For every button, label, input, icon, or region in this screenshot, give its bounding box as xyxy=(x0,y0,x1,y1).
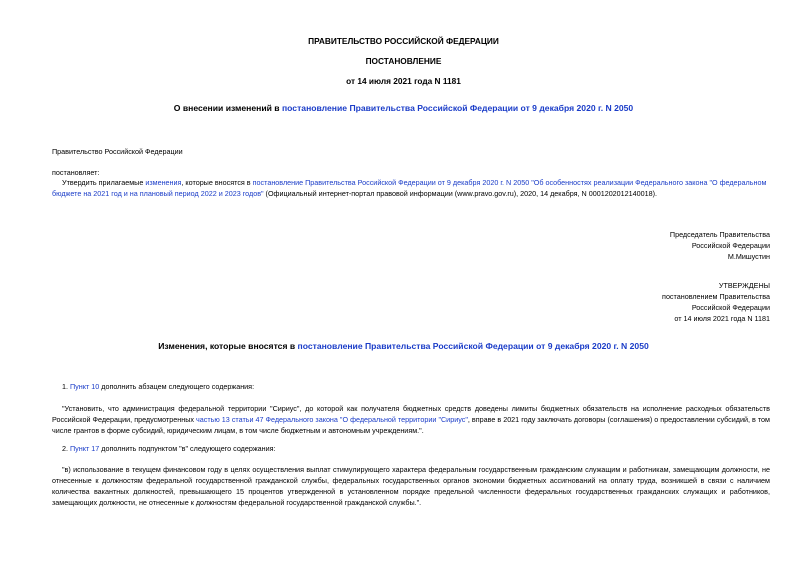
resolves-line: постановляет: xyxy=(52,168,100,177)
p1-text-a: Утвердить прилагаемые xyxy=(62,178,146,187)
signature-position-2: Российской Федерации xyxy=(691,241,770,250)
p1-text-b: , которые вносятся в xyxy=(181,178,253,187)
quote-2: "в) использование в текущем финансовом году в целях осуществления выплат стимулирующего характера федеральным государственным гражданским служащим и работникам, замещающим должности, не отнесенные к должностям федеральной государственной гражданской службы, федеральных государственных органов экономии бюджетных ассигнований на оплату труда, возникшей в связи с наличием количества вакантных должностей, превышающего 15 процентов утвержденной в установленном порядке предельной численности федеральных государственных гражданских служащих и работников, замещающих должности, не отнесенные к должностям федеральной государственной гражданской службы.". xyxy=(52,465,770,507)
changes-title xyxy=(0,341,807,351)
title-decree-link[interactable]: постановление Правительства Российской Федерации от 9 декабря 2020 г. N 2050 xyxy=(281,103,634,113)
item-1 xyxy=(62,381,254,392)
document-type: ПОСТАНОВЛЕНИЕ xyxy=(365,56,442,66)
resolution-paragraph xyxy=(52,177,770,199)
item-1-number: 1. xyxy=(62,382,70,391)
item-1-text: дополнить абзацем следующего содержания: xyxy=(99,382,255,391)
changes-title-link[interactable]: постановление Правительства Российской Федерации от 9 декабря 2020 г. N 2050 xyxy=(297,341,649,351)
document-date: от 14 июля 2021 года N 1181 xyxy=(346,76,461,86)
approved-line-3: Российской Федерации xyxy=(691,303,770,312)
signature-position-1: Председатель Правительства xyxy=(669,230,770,239)
government-heading: ПРАВИТЕЛЬСТВО РОССИЙСКОЙ ФЕДЕРАЦИИ xyxy=(308,36,499,46)
quote-1 xyxy=(52,403,770,436)
changes-title-prefix: Изменения, которые вносятся в xyxy=(158,341,298,351)
document-title-prefix: О внесении изменений в xyxy=(173,103,282,113)
changes-link[interactable]: изменения xyxy=(145,178,182,187)
p1-text-c: (Официальный интернет-портал правовой информации (www.pravo.gov.ru), 2020, 14 декабря, N 0001202012140018). xyxy=(263,189,658,198)
item-2-link[interactable]: Пункт 17 xyxy=(70,444,100,453)
government-line: Правительство Российской Федерации xyxy=(52,147,183,156)
decree-2050-link[interactable]: постановление Правительства Российской Федерации от 9 декабря 2020 г. N 2050 "Об особенностях реализации Федерального закона "О федеральном бюджете на 2021 год и на плановый период 2022 и 2023 годов" xyxy=(52,178,767,198)
signature-name: М.Мишустин xyxy=(727,252,770,261)
approved-line-4: от 14 июля 2021 года N 1181 xyxy=(674,314,770,323)
approved-line-1: УТВЕРЖДЕНЫ xyxy=(718,281,770,290)
quote-1-text-a: "Установить, что администрация федеральной территории "Сириус", до которой как получателя бюджетных средств доведены лимиты бюджетных обязательств на исполнение расходных обязательств Российской Федерации, предусмотренных xyxy=(52,404,770,424)
quote-1-text-b: , вправе в 2021 году заключать договоры (соглашения) о предоставлении субсидий, в том числе грантов в форме субсидий, юридическим лицам, в том числе бюджетным и автономным учреждениям.". xyxy=(52,415,770,435)
quote-1-law-link[interactable]: частью 13 статьи 47 Федерального закона "О федеральной территории "Сириус" xyxy=(196,415,468,424)
item-2 xyxy=(62,443,276,454)
item-2-number: 2. xyxy=(62,444,70,453)
approved-line-2: постановлением Правительства xyxy=(662,292,770,301)
document-title xyxy=(0,103,807,113)
item-2-text: дополнить подпунктом "в" следующего содержания: xyxy=(99,444,276,453)
item-1-link[interactable]: Пункт 10 xyxy=(70,382,100,391)
